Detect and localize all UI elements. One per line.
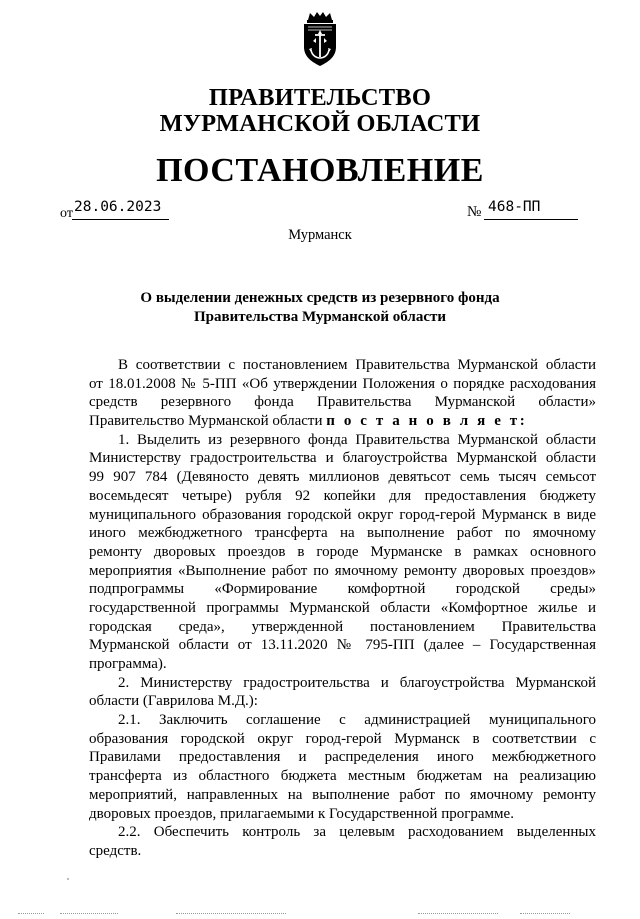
body-line: от 18.01.2008 № 5-ПП «Об утверждении Положения о порядке расходования	[89, 375, 596, 392]
body-line: 99 907 784 (Девяносто девять миллионов девятьсот семь тысяч семьсот	[89, 469, 596, 486]
date-underline	[72, 219, 169, 220]
body-line: мероприятий, направленных на выполнение работ по ямочному ремонту	[89, 786, 596, 803]
document-subject	[0, 289, 640, 327]
murmansk-coat-of-arms-icon	[298, 11, 342, 67]
subject-line: О выделении денежных средств из резервного фонда	[140, 290, 500, 306]
body-line: ремонту дворовых проездов в городе Мурманске в рамках основного	[89, 543, 596, 560]
body-line: государственной программы Мурманской области «Комфортное жилье и	[89, 599, 596, 616]
body-line: образования городской округ город-герой Мурманск в соответствии с	[89, 730, 596, 747]
subject-line: Правительства Мурманской области	[193, 309, 447, 325]
scan-edge-mark	[418, 913, 498, 914]
body-line: В соответствии с постановлением Правительства Мурманской области	[118, 357, 596, 373]
scan-edge-mark	[18, 913, 44, 914]
body-line: 2.1. Заключить соглашение с администрацией муниципального	[118, 712, 596, 729]
body-text: Правительство Мурманской области	[89, 413, 323, 430]
body-line: мероприятия «Выполнение работ по ямочному ремонту дворовых проездов»	[89, 562, 596, 579]
body-line: восемьдесят четыре) рубля 92 копейки для предоставления бюджету	[89, 487, 596, 504]
body-line: трансферта из областного бюджета местным бюджетам на реализацию	[89, 768, 596, 785]
body-line: Мурманской области от 13.11.2020 № 795-ПП (далее – Государственная	[89, 637, 596, 654]
document-city: Мурманск	[288, 227, 352, 243]
document-type-title: ПОСТАНОВЛЕНИЕ	[156, 152, 484, 189]
body-line: иного межбюджетного трансферта на выполнение работ по ямочному	[89, 525, 596, 542]
body-line: 1. Выделить из резервного фонда Правительства Мурманской области	[118, 431, 596, 448]
document-body	[89, 356, 596, 861]
decree-verb: п о с т а н о в л я е т:	[326, 413, 528, 430]
date-prefix: от	[60, 206, 73, 221]
scan-edge-mark	[520, 913, 570, 914]
number-underline	[484, 219, 578, 220]
document-number: 468-ПП	[488, 199, 541, 215]
body-line: Министерству градостроительства и благоустройства Мурманской области	[89, 450, 596, 467]
body-line: подпрограммы «Формирование комфортной городской среды»	[89, 581, 596, 598]
body-line: муниципального образования городской округ город-герой Мурманск в виде	[89, 506, 596, 523]
scan-edge-mark	[60, 913, 118, 914]
body-line: 2. Министерству градостроительства и благоустройства Мурманской	[118, 674, 596, 691]
document-date: 28.06.2023	[74, 199, 162, 215]
body-line: 2.2. Обеспечить контроль за целевым расходованием выделенных	[118, 824, 596, 841]
body-line: средств резервного фонда Правительства Мурманской области»	[89, 394, 596, 411]
body-line: городская среда», утвержденной постановлением Правительства	[89, 618, 596, 635]
body-line: дворовых проездов, прилагаемыми к Государственной программе.	[89, 805, 514, 822]
government-title-line2: МУРМАНСКОЙ ОБЛАСТИ	[159, 110, 481, 137]
body-line: области (Гаврилова М.Д.):	[89, 693, 258, 710]
government-title-line1: ПРАВИТЕЛЬСТВО	[208, 84, 432, 111]
body-line: средств.	[89, 842, 142, 859]
scan-edge-mark	[176, 913, 286, 914]
body-line	[89, 412, 596, 431]
scan-speck	[67, 878, 69, 880]
body-line: программа).	[89, 656, 167, 672]
body-line: Правилами предоставления и распределения иного межбюджетного	[89, 749, 596, 766]
number-prefix: №	[467, 204, 482, 220]
